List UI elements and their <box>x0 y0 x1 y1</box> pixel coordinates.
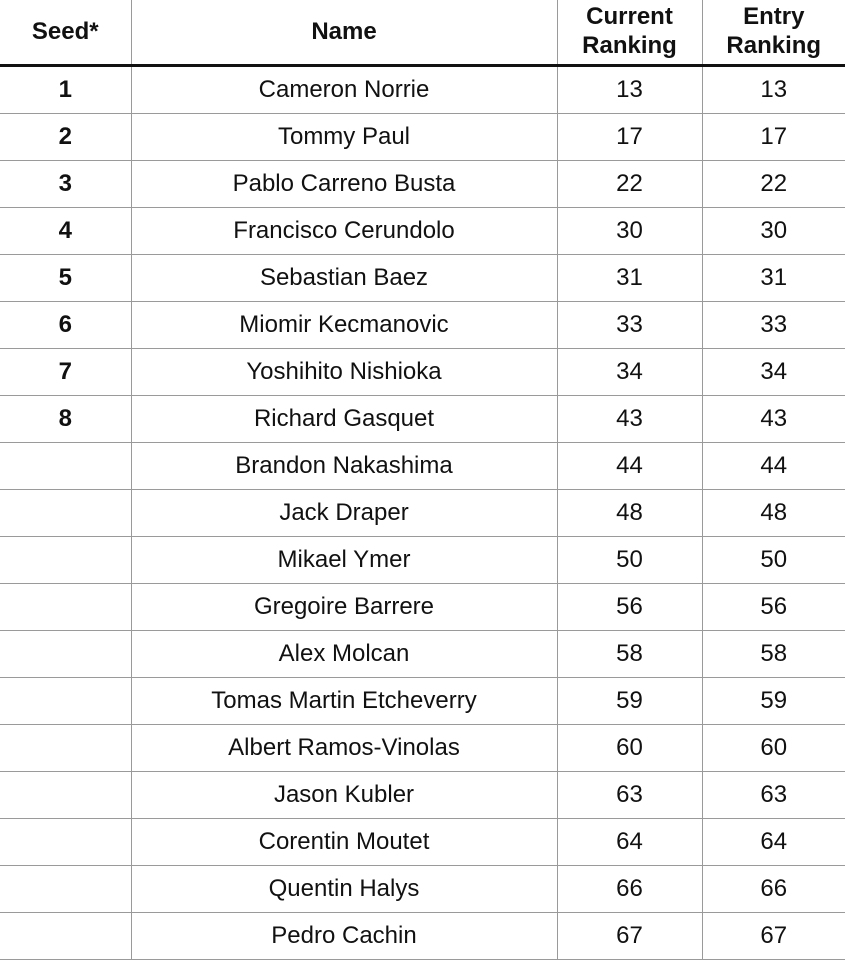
table-row <box>0 208 845 255</box>
current-ranking-cell: 31 <box>557 255 702 302</box>
entry-ranking-column-header: Entry Ranking <box>702 0 845 66</box>
player-name-cell: Richard Gasquet <box>131 396 557 443</box>
seed-cell <box>0 913 131 960</box>
entry-ranking-cell: 17 <box>702 114 845 161</box>
entry-ranking-cell: 58 <box>702 631 845 678</box>
seed-cell: 7 <box>0 349 131 396</box>
player-name-cell: Pablo Carreno Busta <box>131 161 557 208</box>
player-name-cell: Quentin Halys <box>131 866 557 913</box>
table-row <box>0 490 845 537</box>
player-name-cell: Corentin Moutet <box>131 819 557 866</box>
table-row <box>0 631 845 678</box>
current-ranking-column-header: Current Ranking <box>557 0 702 66</box>
current-ranking-cell: 44 <box>557 443 702 490</box>
entry-ranking-cell: 50 <box>702 537 845 584</box>
current-ranking-cell: 33 <box>557 302 702 349</box>
current-ranking-cell: 66 <box>557 866 702 913</box>
table-row <box>0 913 845 960</box>
current-ranking-cell: 67 <box>557 913 702 960</box>
table-row <box>0 161 845 208</box>
table-row <box>0 772 845 819</box>
table-row <box>0 725 845 772</box>
table-row <box>0 819 845 866</box>
table-row <box>0 66 845 114</box>
header-row <box>0 0 845 66</box>
entry-ranking-cell: 30 <box>702 208 845 255</box>
table-row <box>0 584 845 631</box>
player-name-cell: Gregoire Barrere <box>131 584 557 631</box>
entry-ranking-cell: 60 <box>702 725 845 772</box>
current-ranking-cell: 64 <box>557 819 702 866</box>
entry-ranking-cell: 59 <box>702 678 845 725</box>
entry-ranking-cell: 48 <box>702 490 845 537</box>
entry-ranking-cell: 44 <box>702 443 845 490</box>
current-ranking-cell: 17 <box>557 114 702 161</box>
current-ranking-cell: 58 <box>557 631 702 678</box>
player-name-cell: Mikael Ymer <box>131 537 557 584</box>
seed-cell <box>0 725 131 772</box>
table-row <box>0 443 845 490</box>
player-name-cell: Yoshihito Nishioka <box>131 349 557 396</box>
seed-cell <box>0 866 131 913</box>
seed-cell: 3 <box>0 161 131 208</box>
seed-cell <box>0 584 131 631</box>
player-name-cell: Alex Molcan <box>131 631 557 678</box>
current-ranking-cell: 50 <box>557 537 702 584</box>
seed-cell: 8 <box>0 396 131 443</box>
current-ranking-cell: 22 <box>557 161 702 208</box>
seed-cell <box>0 443 131 490</box>
entry-ranking-cell: 43 <box>702 396 845 443</box>
seed-cell <box>0 631 131 678</box>
table-row <box>0 255 845 302</box>
seed-cell: 2 <box>0 114 131 161</box>
entry-ranking-cell: 34 <box>702 349 845 396</box>
entry-ranking-cell: 56 <box>702 584 845 631</box>
table-row <box>0 678 845 725</box>
seed-cell <box>0 819 131 866</box>
entry-ranking-cell: 67 <box>702 913 845 960</box>
seed-column-header: Seed* <box>0 0 131 66</box>
entry-ranking-cell: 66 <box>702 866 845 913</box>
player-name-cell: Tommy Paul <box>131 114 557 161</box>
table-row <box>0 302 845 349</box>
entry-ranking-cell: 64 <box>702 819 845 866</box>
seed-cell: 5 <box>0 255 131 302</box>
seed-cell: 4 <box>0 208 131 255</box>
player-name-cell: Francisco Cerundolo <box>131 208 557 255</box>
player-name-cell: Jack Draper <box>131 490 557 537</box>
entry-ranking-cell: 33 <box>702 302 845 349</box>
current-ranking-cell: 48 <box>557 490 702 537</box>
player-name-cell: Sebastian Baez <box>131 255 557 302</box>
table-body <box>0 66 845 960</box>
player-name-cell: Jason Kubler <box>131 772 557 819</box>
player-name-cell: Tomas Martin Etcheverry <box>131 678 557 725</box>
name-column-header: Name <box>131 0 557 66</box>
table-row <box>0 866 845 913</box>
entry-ranking-cell: 31 <box>702 255 845 302</box>
seed-cell <box>0 537 131 584</box>
current-ranking-cell: 59 <box>557 678 702 725</box>
player-name-cell: Miomir Kecmanovic <box>131 302 557 349</box>
current-ranking-cell: 34 <box>557 349 702 396</box>
current-ranking-cell: 13 <box>557 66 702 114</box>
current-ranking-cell: 63 <box>557 772 702 819</box>
seed-cell <box>0 772 131 819</box>
table-row <box>0 396 845 443</box>
player-name-cell: Pedro Cachin <box>131 913 557 960</box>
table-row <box>0 114 845 161</box>
table-row <box>0 537 845 584</box>
entry-ranking-cell: 22 <box>702 161 845 208</box>
entry-ranking-cell: 63 <box>702 772 845 819</box>
player-name-cell: Cameron Norrie <box>131 66 557 114</box>
current-ranking-cell: 56 <box>557 584 702 631</box>
entry-ranking-cell: 13 <box>702 66 845 114</box>
current-ranking-cell: 60 <box>557 725 702 772</box>
seed-cell <box>0 678 131 725</box>
player-name-cell: Albert Ramos-Vinolas <box>131 725 557 772</box>
player-name-cell: Brandon Nakashima <box>131 443 557 490</box>
current-ranking-cell: 43 <box>557 396 702 443</box>
seed-cell <box>0 490 131 537</box>
seed-cell: 1 <box>0 66 131 114</box>
seed-cell: 6 <box>0 302 131 349</box>
current-ranking-cell: 30 <box>557 208 702 255</box>
table-row <box>0 349 845 396</box>
